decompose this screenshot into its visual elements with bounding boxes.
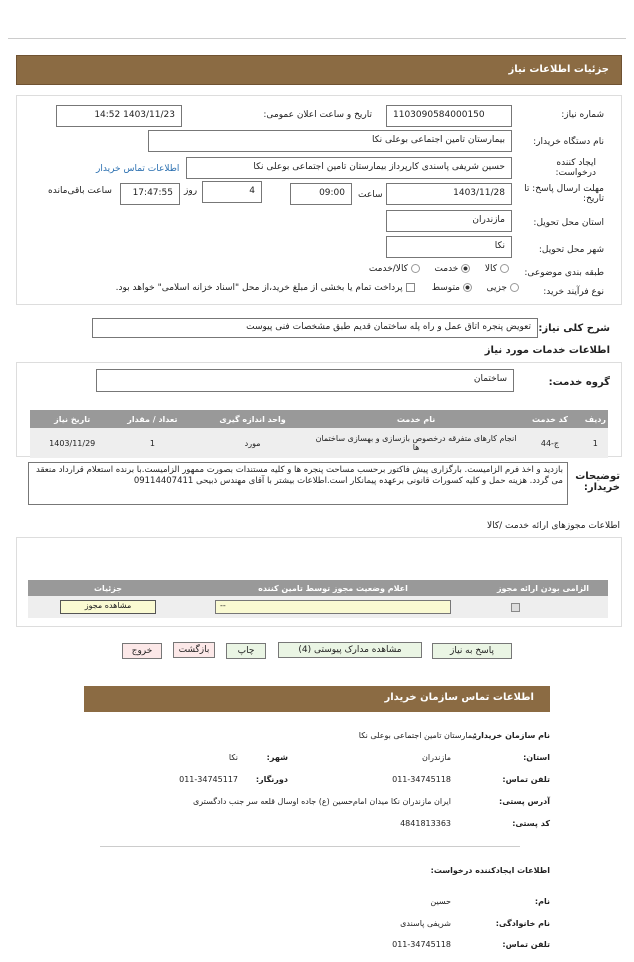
- prov-label: استان:: [523, 753, 550, 762]
- buyer-label: نام دستگاه خریدار:: [533, 137, 604, 147]
- announce-field: 1403/11/23 14:52: [56, 105, 182, 127]
- need-number-field: 1103090584000150: [386, 105, 512, 127]
- creator-label: ایجاد کننده درخواست:: [555, 158, 596, 178]
- process-options: [52, 283, 522, 293]
- col-required: الزامی بودن ارائه مجوز: [496, 583, 590, 593]
- creator-info-title: اطلاعات ایجادکننده درخواست:: [430, 866, 550, 875]
- fax-value: 011-34745117: [179, 775, 238, 784]
- contact-divider: [100, 846, 520, 847]
- creator-field: حسین شریفی پاسندی کارپرداز بیمارستان تامین اجتماعی بوعلی نکا: [186, 157, 512, 179]
- name-label: نام:: [534, 897, 550, 906]
- page-header: [16, 55, 622, 85]
- group-label: گروه خدمت:: [548, 377, 610, 388]
- radio-goods[interactable]: کالا: [485, 264, 512, 274]
- treasury-checkbox[interactable]: [406, 283, 415, 293]
- summary-label: شرح کلی نیاز:: [538, 323, 610, 334]
- col-qty: تعداد / مقدار: [127, 414, 178, 424]
- exit-button[interactable]: خروج: [122, 643, 162, 659]
- services-title: اطلاعات خدمات مورد نیاز: [484, 345, 610, 356]
- col-unit: واحد اندازه گیری: [219, 414, 286, 424]
- fax-label: دورنگار:: [255, 775, 288, 784]
- permits-table: [28, 580, 608, 618]
- view-permit-button[interactable]: مشاهده مجوز: [60, 600, 156, 614]
- phone-label: تلفن تماس:: [502, 775, 550, 784]
- contact-title: اطلاعات تماس سازمان خریدار: [384, 692, 534, 703]
- postal-value: 4841813363: [400, 819, 451, 828]
- remaining-time-field: 17:47:55: [120, 183, 180, 205]
- remaining-label: ساعت باقی‌مانده: [48, 186, 112, 196]
- group-field: ساختمان: [96, 369, 514, 392]
- desc-label: توضیحات خریدار:: [575, 471, 620, 493]
- attached-docs-button[interactable]: مشاهده مدارک پیوستی (4): [278, 642, 422, 658]
- phone-value: 011-34745118: [392, 775, 451, 784]
- city-contact-value: نکا: [228, 753, 238, 762]
- summary-field: تعویض پنجره اتاق عمل و راه پله ساختمان قدیم طبق مشخصات فنی پیوست: [92, 318, 538, 338]
- city-label: شهر محل تحویل:: [538, 245, 604, 255]
- col-status: اعلام وضعیت مجوز توسط تامین کننده: [258, 583, 408, 593]
- contact-header: [84, 686, 550, 712]
- family-label: نام خانوادگی:: [495, 919, 550, 928]
- print-button[interactable]: چاپ: [226, 643, 266, 659]
- permits-title: اطلاعات مجوزهای ارائه خدمت /کالا: [486, 521, 620, 531]
- answer-button[interactable]: پاسخ به نیاز: [432, 643, 512, 659]
- need-number-label: شماره نیاز:: [561, 110, 604, 120]
- time-label: ساعت: [358, 190, 383, 200]
- radio-small[interactable]: جزیی: [486, 283, 522, 293]
- prov-value: مازندران: [422, 753, 451, 762]
- table-row: [28, 596, 608, 618]
- table-row: 1 ج-44 انجام کارهای متفرقه درخصوص بازسازی و بهسازی ساختمان ها مورد 1 1403/11/29: [30, 428, 608, 458]
- deadline-date-field: 1403/11/28: [386, 183, 512, 205]
- process-label: نوع فرآیند خرید:: [543, 287, 604, 297]
- family-value: شریفی پاسندی: [400, 919, 451, 928]
- org-value: بیمارستان تامین اجتماعی بوعلی نکا: [358, 731, 477, 740]
- col-code: کد خدمت: [532, 414, 568, 424]
- desc-field: بازدید و اخذ فرم الزامیست. بارگزاری پیش فاکتور برحسب مساحت پنجره ها و کلیه مستندات بصورت ممهور الزامیست.با برنده استعلام قرارداد منعقد می گردد. هزینه حمل و کلیه کسورات قانونی برعهده پیمانکار است.اطلاعات بیشتر با آقای مهندس ذبیحی 09114407411: [28, 462, 568, 505]
- address-value: ایران مازندران نکا میدان امام‌حسین (ع) جاده اوسال قلعه سر جنب دادگستری: [193, 797, 451, 806]
- services-table: [30, 410, 608, 458]
- radio-goods-service[interactable]: کالا/خدمت: [369, 264, 423, 274]
- radio-service[interactable]: خدمت: [434, 264, 473, 274]
- page-title: جزئیات اطلاعات نیاز: [508, 64, 609, 75]
- col-date: تاریخ نیاز: [54, 414, 91, 424]
- days-field: 4: [202, 181, 262, 203]
- city-field: نکا: [386, 236, 512, 258]
- postal-label: کد پستی:: [512, 819, 550, 828]
- permit-status-field: --: [215, 600, 451, 614]
- buyer-field: بیمارستان تامین اجتماعی بوعلی نکا: [148, 130, 512, 152]
- deadline-time-field: 09:00: [290, 183, 352, 205]
- org-label: نام سازمان خریدار:: [473, 731, 550, 740]
- creator-phone-label: تلفن تماس:: [502, 940, 550, 949]
- category-options: [330, 264, 512, 274]
- col-name: نام خدمت: [396, 414, 436, 424]
- payment-note: پرداخت تمام یا بخشی از مبلغ خرید،از محل "اسناد خزانه اسلامی" خواهد بود.: [115, 283, 403, 293]
- col-details: جزئیات: [93, 583, 123, 593]
- province-label: استان محل تحویل:: [533, 218, 604, 228]
- creator-phone-value: 011-34745118: [392, 940, 451, 949]
- province-field: مازندران: [386, 210, 512, 232]
- announce-label: تاریخ و ساعت اعلان عمومی:: [263, 110, 372, 120]
- city-contact-label: شهر:: [266, 753, 288, 762]
- back-button[interactable]: بازگشت: [173, 642, 215, 658]
- buyer-contact-link[interactable]: اطلاعات تماس خریدار: [96, 164, 180, 174]
- name-value: حسین: [430, 897, 451, 906]
- top-divider: [8, 38, 626, 39]
- radio-medium[interactable]: متوسط: [432, 283, 475, 293]
- category-label: طبقه بندی موضوعی:: [524, 268, 604, 278]
- address-label: آدرس پستی:: [499, 797, 550, 806]
- days-label: روز: [184, 186, 198, 196]
- deadline-label: مهلت ارسال پاسخ: تا تاریخ:: [524, 184, 604, 204]
- required-checkbox: [511, 603, 520, 612]
- col-row: ردیف: [584, 414, 606, 424]
